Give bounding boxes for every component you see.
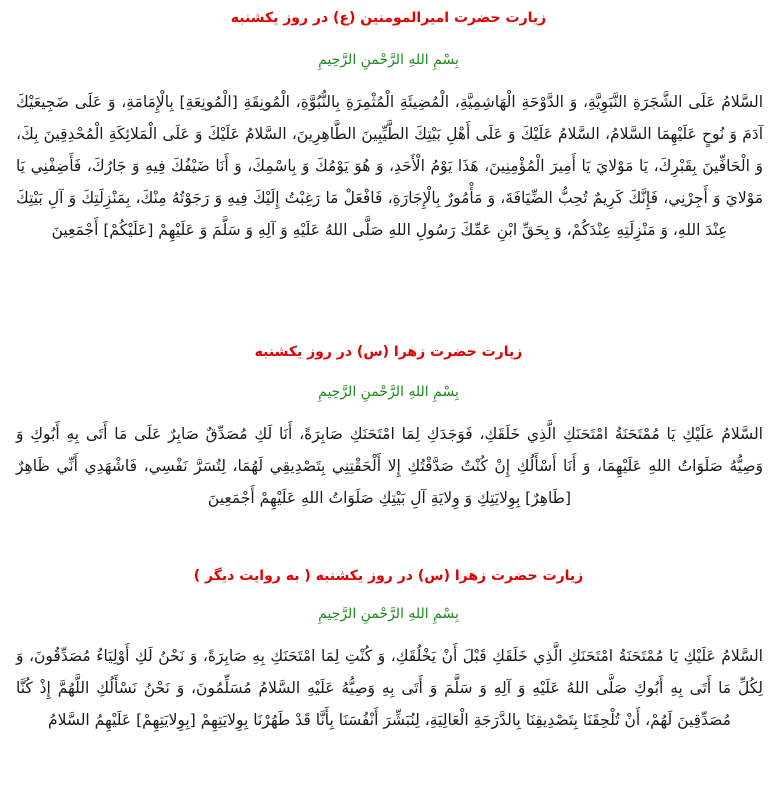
section-1-heading: زیارت حضرت امیرالمومنین (ع) در روز یکشنبه (230, 10, 547, 26)
section-1-basmala: بِسْمِ اللهِ الرَّحْمنِ الرَّحِيمِ (318, 52, 459, 68)
section-3-basmala: بِسْمِ اللهِ الرَّحْمنِ الرَّحِيمِ (318, 606, 459, 622)
section-2-basmala: بِسْمِ اللهِ الرَّحْمنِ الرَّحِيمِ (318, 384, 459, 400)
section-1-text: السَّلامُ عَلَى الشَّجَرَةِ النَّبَوِيَّةِ، وَ الدَّوْحَةِ الْهَاشِمِيَّةِ، الْمُضِيئَةِ الْمُثْمِرَةِ بِالنُّبُوَّةِ، الْمُونِقَةِ [الْمُونِعَةِ] بِالْإِمَامَةِ، وَ عَلَى ضَجِيعَيْكَ آدَمَ وَ نُوحٍ عَلَيْهِمَا السَّلامُ، السَّلامُ عَلَيْكَ وَ عَلَى أَهْلِ بَيْتِكَ الطَّيِّبِينَ الطَّاهِرِينَ، السَّلامُ عَلَيْكَ وَ عَلَى الْمَلائِكَةِ الْمُحْدِقِينَ بِكَ، وَ الْحَافِّينَ بِقَبْرِكَ، يَا مَوْلايَ يَا أَمِيرَ الْمُؤْمِنِينَ، هَذَا يَوْمُ الْأَحَدِ، وَ هُوَ يَوْمُكَ وَ بِاسْمِكَ، وَ أَنَا ضَيْفُكَ فِيهِ وَ جَارُكَ، فَأَضِفْنِي يَا مَوْلايَ وَ أَجِرْنِي، فَإِنَّكَ كَرِيمٌ تُحِبُّ الضِّيَافَةَ، وَ مَأْمُورٌ بِالْإِجَارَةِ، فَافْعَلْ مَا رَغِبْتُ إِلَيْكَ فِيهِ وَ رَجَوْتُهُ مِنْكَ، بِمَنْزِلَتِكَ وَ آلِ بَيْتِكَ عِنْدَ اللهِ، وَ مَنْزِلَتِهِ عِنْدَكُمْ، وَ بِحَقِّ ابْنِ عَمِّكَ رَسُولِ اللهِ صَلَّى اللهُ عَلَيْهِ وَ آلِهِ وَ سَلَّمَ وَ عَلَيْهِمْ [عَلَيْكُمْ] أَجْمَعِينَ (16, 93, 763, 239)
section-3-text: السَّلامُ عَلَيْكِ يَا مُمْتَحَنَةُ امْتَحَنَكِ الَّذِي خَلَقَكِ قَبْلَ أَنْ يَخْلُقَكِ، وَ كُنْتِ لِمَا امْتَحَنَكِ بِهِ صَابِرَةً، وَ نَحْنُ لَكِ أَوْلِيَاءُ مُصَدِّقُونَ، وَ لِكُلِّ مَا أَتَى بِهِ أَبُوكِ صَلَّى اللهُ عَلَيْهِ وَ آلِهِ وَ سَلَّمَ وَ أَتَى بِهِ وَصِيُّهُ عَلَيْهِ السَّلامُ مُسَلِّمُونَ، وَ نَحْنُ نَسْأَلُكِ اللَّهُمَّ إِذْ كُنَّا مُصَدِّقِينَ لَهُمْ، أَنْ تُلْحِقَنَا بِتَصْدِيقِنَا بِالدَّرَجَةِ الْعَالِيَةِ، لِنُبَشِّرَ أَنْفُسَنَا بِأَنَّا قَدْ طَهُرْنَا بِوِلايَتِهِمْ [بِوِلايَتِهِمْ] عَلَيْهِمُ السَّلامُ (16, 647, 763, 729)
section-3-heading: زیارت حضرت زهرا (س) در روز یکشنبه ( به روایت دیگر ) (193, 568, 584, 584)
section-2-heading: زیارت حضرت زهرا (س) در روز یکشنبه (254, 344, 523, 360)
section-2-text: السَّلامُ عَلَيْكِ يَا مُمْتَحَنَةُ امْتَحَنَكِ الَّذِي خَلَقَكِ، فَوَجَدَكِ لِمَا امْتَحَنَكِ صَابِرَةً، أَنَا لَكِ مُصَدِّقٌ صَابِرٌ عَلَى مَا أَتَى بِهِ أَبُوكِ وَ وَصِيُّهُ صَلَوَاتُ اللهِ عَلَيْهِمَا، وَ أَنَا أَسْأَلُكِ إِنْ كُنْتُ صَدَّقْتُكِ إِلا أَلْحَقْتِنِي بِتَصْدِيقِي لَهُمَا، لِتُسَرَّ نَفْسِي، فَاشْهَدِي أَنِّي ظَاهِرٌ [طَاهِرٌ] بِوِلايَتِكِ وَ وِلايَةِ آلِ بَيْتِكِ صَلَوَاتُ اللهِ عَلَيْهِمْ أَجْمَعِينَ (16, 425, 763, 507)
